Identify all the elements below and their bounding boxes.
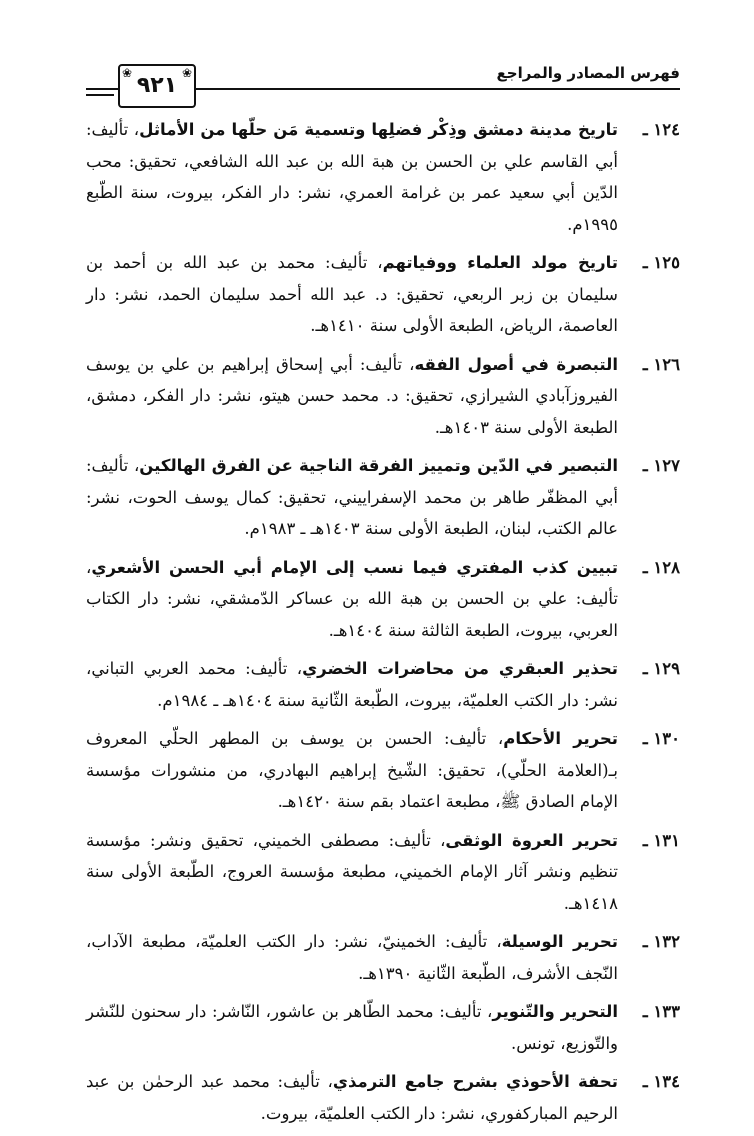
page-number: ٩٢١ bbox=[136, 73, 178, 98]
entry-title: تبيين كذب المفتري فيما نسب إلى الإمام أبي الحسن الأشعري bbox=[91, 557, 618, 577]
entry-title: التبصرة في أصول الفقه bbox=[414, 354, 618, 374]
entry-details: ، تأليف: أبي القاسم علي بن الحسن بن هبة الله بن عبد الله الشافعي، تحقيق: محب الدّين أبي سعيد عمر بن غرامة العمري، نشر: دار الفكر، بيروت، سنة الطّبع ١٩٩٥م. bbox=[86, 120, 618, 234]
page-number-box bbox=[118, 64, 196, 108]
entry-details: ، تأليف: علي بن الحسن بن هبة الله بن عساكر الدّمشقي، نشر: دار الكتاب العربي، بيروت، الطبعة الثالثة سنة ١٤٠٤هـ. bbox=[86, 557, 618, 640]
page-header bbox=[86, 60, 680, 108]
entry-title: تحذير العبقري من محاضرات الخضري bbox=[302, 659, 618, 678]
header-rule-left bbox=[86, 94, 114, 96]
entry-number: ١٢٦ ـ bbox=[642, 354, 680, 374]
entry-title: تحرير الوسيلة bbox=[501, 932, 618, 951]
reference-entry bbox=[86, 247, 680, 342]
entry-number: ١٢٥ ـ bbox=[642, 253, 680, 272]
entry-number: ١٣١ ـ bbox=[642, 830, 680, 850]
entry-details: ، تأليف: محمد عبد الرحمٰن بن عبد الرحيم المباركفوري، نشر: دار الكتب العلميّة، بيروت. bbox=[86, 1072, 618, 1123]
entry-title: تاريخ مولد العلماء ووفياتهم bbox=[382, 253, 618, 272]
entry-title: تحرير الأحكام bbox=[503, 729, 618, 748]
entry-number: ١٢٨ ـ bbox=[642, 557, 680, 577]
entry-title: تحفة الأحوذي بشرح جامع الترمذي bbox=[332, 1072, 618, 1091]
entry-details: ، تأليف: محمد العربي التباني، نشر: دار الكتب العلميّة، بيروت، الطّبعة الثّانية سنة ١٤٠٤هـ ـ ١٩٨٤م. bbox=[86, 659, 618, 710]
entry-details: ، تأليف: أبي إسحاق إبراهيم بن علي بن يوسف الفيروزآبادي الشيرازي، تحقيق: د. محمد حسن هيتو، نشر: دار الفكر، دمشق، الطبعة الأولى سنة ١٤٠٣هـ. bbox=[86, 354, 618, 437]
reference-entry bbox=[86, 114, 680, 240]
reference-entry bbox=[86, 552, 680, 647]
references-list bbox=[86, 114, 680, 1136]
entry-details: ، تأليف: محمد الطّاهر بن عاشور، النّاشر: دار سحنون للنّشر والتّوزيع، تونس. bbox=[86, 1002, 618, 1053]
reference-entry bbox=[86, 450, 680, 545]
entry-details: ، تأليف: محمد بن عبد الله بن أحمد بن سليمان بن زبر الربعي، تحقيق: د. عبد الله أحمد سليمان الحمد، نشر: دار العاصمة، الرياض، الطبعة الأولى سنة ١٤١٠هـ. bbox=[86, 253, 618, 335]
entry-number: ١٣٢ ـ bbox=[642, 932, 680, 951]
entry-title: تحرير العروة الوثقى bbox=[445, 830, 618, 850]
entry-details: ، تأليف: مصطفى الخميني، تحقيق ونشر: مؤسسة تنظيم ونشر آثار الإمام الخميني، مطبعة مؤسسة العروج، الطّبعة الأولى سنة ١٤١٨هـ. bbox=[86, 830, 618, 913]
ornament-icon: ❀ bbox=[181, 66, 192, 80]
entry-number: ١٣٤ ـ bbox=[642, 1072, 680, 1091]
reference-entry bbox=[86, 653, 680, 716]
entry-number: ١٢٤ ـ bbox=[642, 120, 680, 139]
reference-entry bbox=[86, 996, 680, 1059]
entry-title: التحرير والتّنوير bbox=[492, 1002, 618, 1021]
running-title: فهرس المصادر والمراجع bbox=[496, 64, 680, 82]
reference-entry bbox=[86, 723, 680, 818]
reference-entry bbox=[86, 1066, 680, 1129]
entry-details: ، تأليف: الخمينيّ، نشر: دار الكتب العلميّة، مطبعة الآداب، النّجف الأشرف، الطّبعة الثّانية ١٣٩٠هـ. bbox=[86, 932, 618, 983]
entry-number: ١٣٣ ـ bbox=[642, 1002, 680, 1021]
entry-number: ١٢٧ ـ bbox=[642, 456, 680, 475]
entry-details: ، تأليف: أبي المظفّر طاهر بن محمد الإسفراييني، تحقيق: كمال يوسف الحوت، نشر: عالم الكتب، لبنان، الطبعة الأولى سنة ١٤٠٣هـ ـ ١٩٨٣م. bbox=[86, 456, 618, 538]
reference-entry bbox=[86, 825, 680, 920]
entry-number: ١٢٩ ـ bbox=[642, 659, 680, 678]
reference-entry bbox=[86, 349, 680, 444]
reference-entry bbox=[86, 926, 680, 989]
entry-details: ، تأليف: الحسن بن يوسف بن المطهر الحلّي المعروف بـ(العلامة الحلّي)، تحقيق: الشّيخ إبراهيم البهادري، من منشورات مؤسسة الإمام الصادق ﷺ، مطبعة اعتماد بقم سنة ١٤٢٠هـ. bbox=[86, 729, 618, 811]
ornament-icon: ❀ bbox=[122, 66, 133, 80]
entry-number: ١٣٠ ـ bbox=[642, 729, 680, 748]
entry-title: التبصير في الدّين وتمييز الفرقة الناجية عن الفرق الهالكين bbox=[139, 456, 618, 475]
entry-title: تاريخ مدينة دمشق وذِكْر فضلِها وتسمية مَن حلّها من الأماثل bbox=[139, 120, 618, 139]
